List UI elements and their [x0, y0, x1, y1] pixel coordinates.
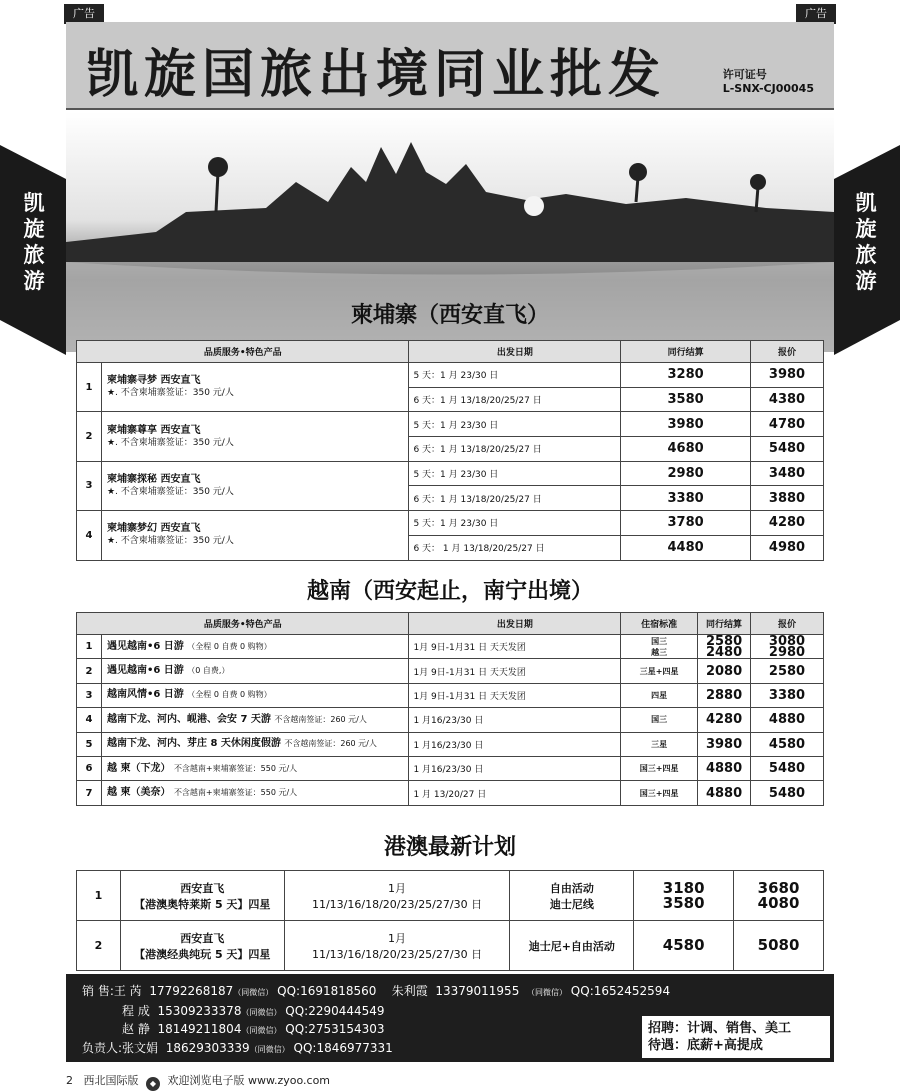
license-label: 许可证号	[722, 68, 767, 81]
net-price: 3180 3580	[634, 871, 734, 921]
net-price: 2880	[698, 683, 751, 707]
product-name: 越南下龙、河内、岘港、会安 7 天游	[106, 713, 275, 725]
table-row	[77, 511, 824, 536]
product-cell	[101, 363, 408, 412]
row-number: 4	[77, 708, 102, 732]
row-number: 2	[77, 412, 102, 461]
retail-price: 4380	[751, 387, 824, 412]
hotel-standard: 国三+四星	[621, 756, 698, 780]
retail-price: 2580	[751, 659, 824, 683]
retail-price: 4780	[751, 412, 824, 437]
departure-date: 6 天： 1 月 13/18/20/25/27 日	[409, 535, 621, 560]
contact-name: 朱利霞	[391, 984, 428, 998]
departure-date: 6 天：1 月 13/18/20/25/27 日	[409, 387, 621, 412]
product-note: ★. 不含柬埔寨签证：350 元/人	[106, 536, 234, 547]
contact-qq: QQ:2290444549	[285, 1004, 385, 1018]
contact-footer	[66, 974, 834, 1062]
table-row	[77, 683, 824, 707]
col-header-product: 品质服务•特色产品	[77, 341, 409, 363]
product-note: （全程 0 自费 0 购物）	[187, 690, 272, 700]
manager-name: 张文娟	[122, 1041, 159, 1055]
retail-price: 5080	[734, 921, 824, 971]
recruit-box	[642, 1016, 830, 1058]
table-row	[77, 461, 824, 486]
product-note: （全程 0 自费 0 购物）	[187, 641, 272, 651]
cambodia-table	[76, 340, 824, 561]
departure-date: 5 天：1 月 23/30 日	[409, 461, 621, 486]
hotel-standard: 四星	[621, 683, 698, 707]
product-cell: 西安直飞 【港澳奥特莱斯 5 天】四星	[120, 871, 284, 921]
table-row	[77, 781, 824, 805]
net-price: 3780	[621, 511, 751, 536]
product-note: ★. 不含柬埔寨签证：350 元/人	[106, 437, 234, 448]
product-name: 柬埔寨梦幻 西安直飞	[106, 523, 201, 535]
page-bottom-bar	[66, 1072, 330, 1091]
wechat-note: （同微信）	[241, 1008, 282, 1017]
manager-label: 负责人:	[82, 1041, 123, 1055]
product-note: 不含越南签证：260 元/人	[274, 714, 367, 724]
hotel-standard: 三星+四星	[621, 659, 698, 683]
col-header-hotel: 住宿标准	[621, 613, 698, 635]
departure-date: 1月 9日-1月31 日 天天发团	[409, 635, 621, 659]
retail-price: 3480	[751, 461, 824, 486]
license-info	[723, 68, 814, 96]
departure-date: 5 天：1 月 23/30 日	[409, 363, 621, 388]
product-cell	[101, 732, 409, 756]
row-number: 1	[77, 635, 102, 659]
table-row	[77, 363, 824, 388]
ad-tag-right: 广告	[796, 4, 836, 24]
activity-type: 迪士尼+自由活动	[510, 921, 634, 971]
hotel-standard: 国三	[621, 708, 698, 732]
retail-price: 3980	[751, 363, 824, 388]
product-note: ★. 不含柬埔寨签证：350 元/人	[106, 388, 234, 399]
contact-row-2	[122, 1002, 385, 1019]
col-header-price: 报价	[751, 613, 824, 635]
row-number: 3	[77, 683, 102, 707]
side-label-left: 凯 旋 旅 游	[23, 191, 45, 293]
table-row	[77, 412, 824, 437]
departure-date: 1月 9日-1月31 日 天天发团	[409, 659, 621, 683]
product-cell	[101, 683, 409, 707]
net-price: 4880	[698, 756, 751, 780]
product-name: 遇见越南•6 日游	[106, 665, 188, 677]
wechat-note: （同微信）	[241, 1026, 282, 1035]
row-number: 5	[77, 732, 102, 756]
row-number: 2	[77, 921, 121, 971]
contact-phone: 17792268187	[149, 984, 234, 998]
product-note: 不含越南签证：260 元/人	[284, 739, 377, 749]
net-price: 3980	[698, 732, 751, 756]
product-cell	[101, 461, 408, 510]
departure-date: 1月 9日-1月31 日 天天发团	[409, 683, 621, 707]
product-name: 柬埔寨探秘 西安直飞	[106, 473, 201, 485]
page-number: 2	[66, 1074, 73, 1087]
row-number: 1	[77, 363, 102, 412]
contact-name: 王 芮	[113, 984, 142, 998]
product-name: 越 柬（下龙）	[106, 762, 174, 774]
product-cell	[101, 511, 408, 560]
net-price: 4880	[698, 781, 751, 805]
wechat-note: （同微信）	[233, 988, 274, 997]
contact-name: 程 成	[122, 1004, 150, 1018]
departure-date: 1月 11/13/16/18/20/23/25/27/30 日	[284, 921, 510, 971]
page-header	[66, 22, 834, 110]
product-name: 柬埔寨尊享 西安直飞	[106, 424, 201, 436]
license-number: L-SNX-CJ00045	[722, 82, 814, 95]
recruit-line: 招聘：计调、销售、美工	[648, 1021, 792, 1036]
retail-price: 4580	[751, 732, 824, 756]
hotel-standard: 国三+四星	[621, 781, 698, 805]
retail-price: 3880	[751, 486, 824, 511]
side-label-right: 凯 旋 旅 游	[855, 191, 877, 293]
row-number: 4	[77, 511, 102, 560]
departure-date: 5 天：1 月 23/30 日	[409, 412, 621, 437]
product-cell	[101, 756, 409, 780]
contact-qq: QQ:1652452594	[570, 984, 671, 998]
product-note: （0 自费,）	[187, 666, 230, 676]
retail-price: 3680 4080	[734, 871, 824, 921]
net-price: 3580	[621, 387, 751, 412]
product-cell	[101, 708, 409, 732]
product-name: 越南下龙、河内、芽庄 8 天休闲度假游	[106, 738, 285, 750]
product-note: ★. 不含柬埔寨签证：350 元/人	[106, 486, 234, 497]
table-row	[77, 921, 824, 971]
hotel-standard: 三星	[621, 732, 698, 756]
cambodia-title: 柬埔寨（西安直飞）	[350, 303, 549, 328]
contact-phone: 15309233378	[157, 1004, 242, 1018]
table-row	[77, 635, 824, 659]
net-price: 3280	[621, 363, 751, 388]
contact-phone: 13379011955	[435, 984, 520, 998]
product-cell	[101, 659, 409, 683]
contact-qq: QQ:2753154303	[285, 1022, 385, 1036]
contact-phone: 18149211804	[157, 1022, 242, 1036]
col-header-net: 同行结算	[698, 613, 751, 635]
edition-label: 西北国际版	[83, 1074, 139, 1087]
net-price: 4680	[621, 437, 751, 462]
hotel-standard: 国三 越三	[621, 635, 698, 659]
net-price: 3380	[621, 486, 751, 511]
product-cell	[101, 412, 408, 461]
retail-price: 4280	[751, 511, 824, 536]
contact-name: 赵 静	[122, 1022, 150, 1036]
retail-price: 5480	[751, 437, 824, 462]
net-price: 4580	[634, 921, 734, 971]
retail-price: 3380	[751, 683, 824, 707]
product-name: 遇见越南•6 日游	[106, 640, 188, 652]
departure-date: 1月 11/13/16/18/20/23/25/27/30 日	[284, 871, 510, 921]
hkmacau-title: 港澳最新计划	[383, 835, 516, 860]
contact-row-3	[122, 1020, 385, 1037]
table-row	[77, 732, 824, 756]
table-row	[77, 756, 824, 780]
col-header-date: 出发日期	[409, 341, 621, 363]
departure-date: 6 天：1 月 13/18/20/25/27 日	[409, 486, 621, 511]
net-price: 2580 2480	[698, 635, 751, 659]
departure-date: 1 月 13/20/27 日	[409, 781, 621, 805]
row-number: 1	[77, 871, 121, 921]
net-price: 2980	[621, 461, 751, 486]
logo-icon: ◆	[146, 1077, 160, 1091]
product-cell: 西安直飞 【港澳经典纯玩 5 天】四星	[120, 921, 284, 971]
website-link[interactable]: 欢迎浏览电子版 www.zyoo.com	[167, 1074, 331, 1087]
vietnam-title: 越南（西安起止，南宁出境）	[306, 579, 593, 604]
table-row	[77, 659, 824, 683]
retail-price: 4980	[751, 535, 824, 560]
sales-label: 销 售:	[82, 984, 114, 998]
departure-date: 1 月16/23/30 日	[409, 756, 621, 780]
col-header-price: 报价	[751, 341, 824, 363]
contact-qq: QQ:1691818560	[277, 984, 377, 998]
product-note: 不含越南+柬埔寨签证：550 元/人	[173, 763, 298, 773]
hkmacau-table	[76, 870, 824, 971]
product-name: 越 柬（美奈）	[106, 787, 174, 799]
page-title: 凯旋国旅出境同业批发	[86, 45, 667, 105]
net-price: 3980	[621, 412, 751, 437]
departure-date: 1 月16/23/30 日	[409, 708, 621, 732]
retail-price: 3080 2980	[751, 635, 824, 659]
product-note: 不含越南+柬埔寨签证：550 元/人	[173, 788, 298, 798]
retail-price: 4880	[751, 708, 824, 732]
vietnam-table	[76, 612, 824, 806]
departure-date: 5 天：1 月 23/30 日	[409, 511, 621, 536]
activity-type: 自由活动 迪士尼线	[510, 871, 634, 921]
col-header-date: 出发日期	[409, 613, 621, 635]
product-name: 越南风情•6 日游	[106, 689, 188, 701]
col-header-product: 品质服务•特色产品	[77, 613, 409, 635]
retail-price: 5480	[751, 781, 824, 805]
product-cell	[101, 781, 409, 805]
net-price: 4280	[698, 708, 751, 732]
product-cell	[101, 635, 409, 659]
row-number: 6	[77, 756, 102, 780]
row-number: 7	[77, 781, 102, 805]
table-row	[77, 871, 824, 921]
row-number: 3	[77, 461, 102, 510]
manager-row	[82, 1039, 393, 1056]
manager-phone: 18629303339	[165, 1041, 250, 1055]
net-price: 4480	[621, 535, 751, 560]
net-price: 2080	[698, 659, 751, 683]
manager-qq: QQ:1846977331	[293, 1041, 393, 1055]
table-row	[77, 708, 824, 732]
departure-date: 1 月16/23/30 日	[409, 732, 621, 756]
benefit-line: 待遇：底薪+高提成	[648, 1038, 763, 1053]
product-name: 柬埔寨寻梦 西安直飞	[106, 375, 201, 387]
wechat-note: （同微信）	[249, 1045, 290, 1054]
ad-tag-left: 广告	[64, 4, 104, 24]
contact-row-1	[82, 982, 670, 999]
retail-price: 5480	[751, 756, 824, 780]
departure-date: 6 天：1 月 13/18/20/25/27 日	[409, 437, 621, 462]
wechat-note: （同微信）	[526, 988, 567, 997]
row-number: 2	[77, 659, 102, 683]
col-header-net: 同行结算	[621, 341, 751, 363]
